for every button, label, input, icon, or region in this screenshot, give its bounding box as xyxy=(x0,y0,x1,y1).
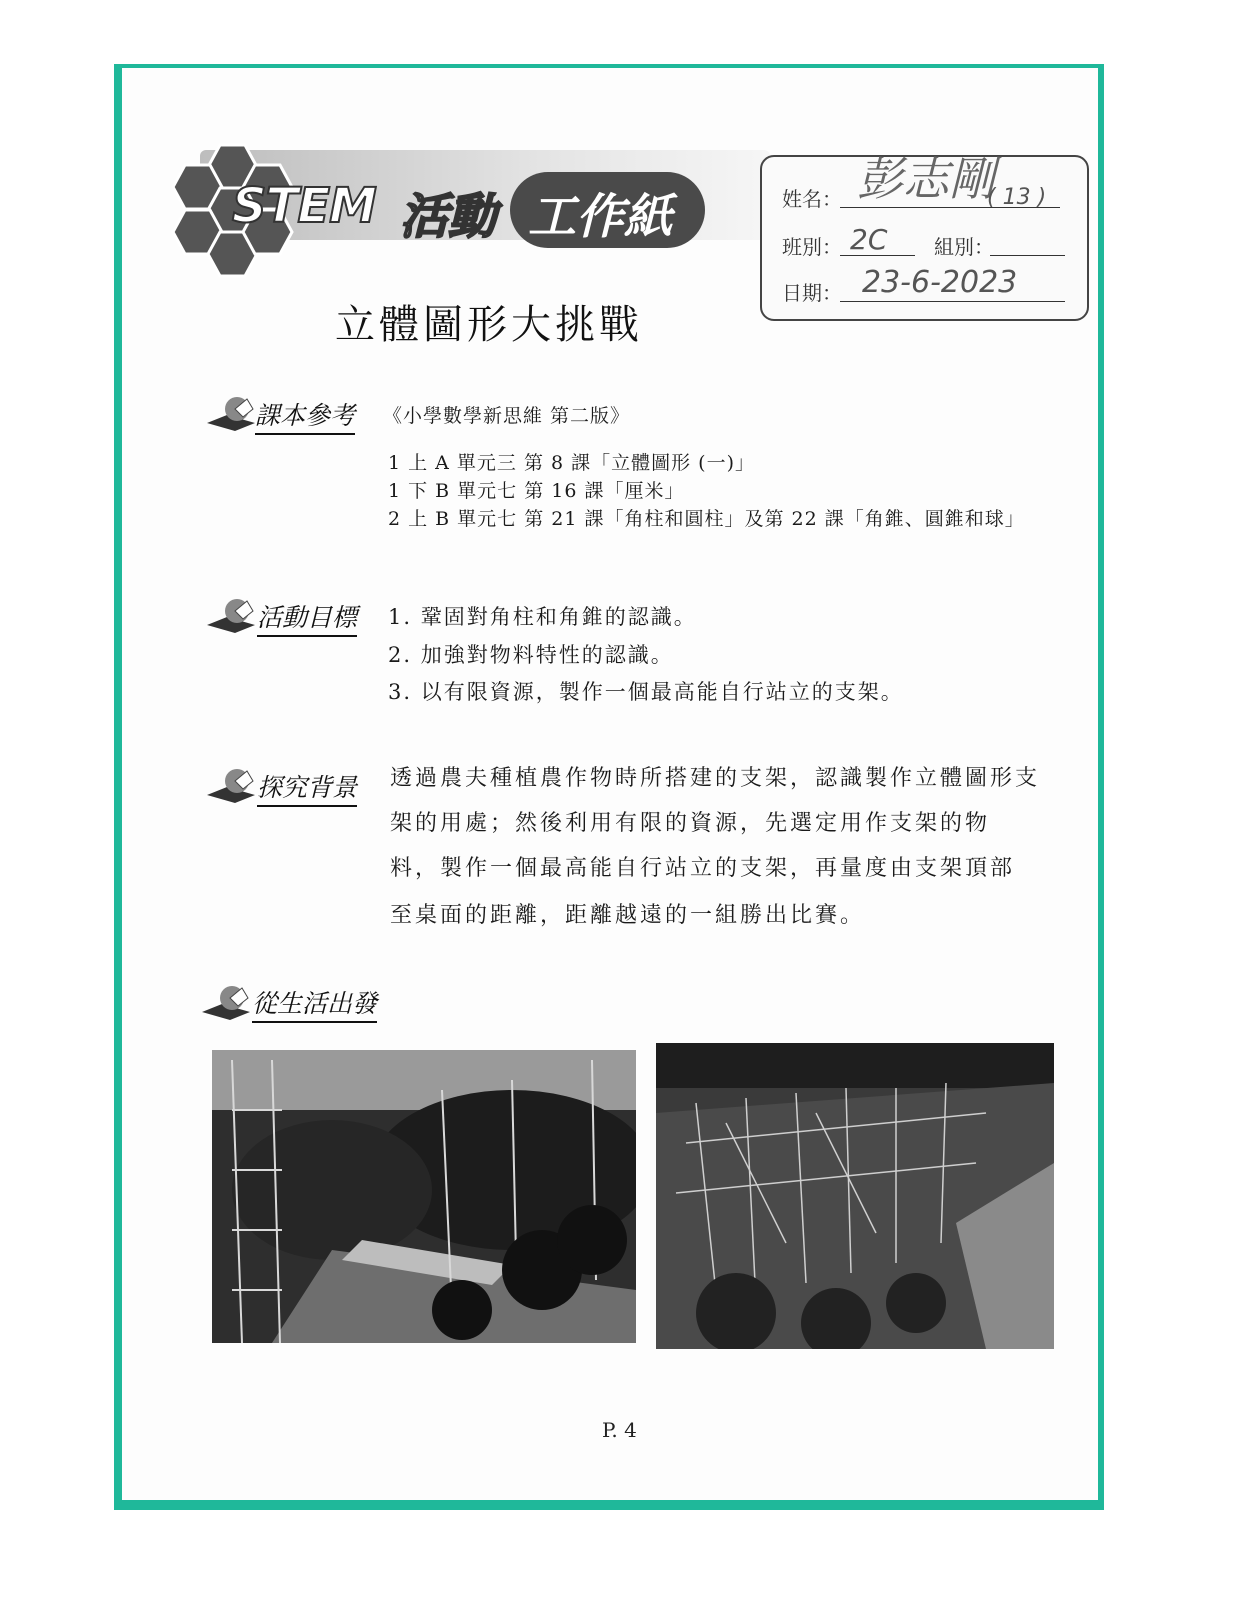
goal-item: 1. 鞏固對角柱和角錐的認識。 xyxy=(388,605,697,629)
garden-photo-right xyxy=(656,1043,1054,1349)
page-number: P. 4 xyxy=(602,1418,637,1442)
goal-item: 3. 以有限資源，製作一個最高能自行站立的支架。 xyxy=(388,680,904,704)
cube-section-icon xyxy=(205,395,257,433)
textbook-ref-line: 2 上 B 單元七 第 21 課「角柱和圓柱」及第 22 課「角錐、圓錐和球」 xyxy=(388,508,1025,530)
garden-photo-left xyxy=(212,1050,636,1343)
life-section-label: 從生活出發 xyxy=(252,984,377,1023)
class-label: 班別： xyxy=(782,235,842,259)
textbook-ref-line: 1 上 A 單元三 第 8 課「立體圖形 (一)」 xyxy=(388,452,756,474)
student-info-box xyxy=(760,152,1089,321)
scan-edge-right xyxy=(1098,64,1104,1509)
activity-heading: 活動 xyxy=(400,189,497,245)
date-label: 日期： xyxy=(782,281,842,305)
background-section-label: 探究背景 xyxy=(257,768,357,807)
cube-section-icon xyxy=(205,597,257,635)
cube-section-icon xyxy=(205,767,257,805)
goals-section-label: 活動目標 xyxy=(257,598,357,637)
scan-edge-left xyxy=(114,64,122,1509)
date-handwritten: 23-6-2023 xyxy=(862,265,1018,300)
background-text-line: 料，製作一個最高能自行站立的支架，再量度由支架頂部 xyxy=(390,856,1016,881)
name-label: 姓名： xyxy=(782,187,842,211)
group-label: 組別： xyxy=(934,235,994,259)
worksheet-heading: 工作紙 xyxy=(528,189,673,245)
stem-heading: STEM xyxy=(232,178,376,234)
date-field-line xyxy=(840,301,1065,302)
background-text-line: 至桌面的距離，距離越遠的一組勝出比賽。 xyxy=(390,903,866,928)
textbook-title: 《小學數學新思維 第二版》 xyxy=(383,405,631,427)
textbook-ref-line: 1 下 B 單元七 第 16 課「厘米」 xyxy=(388,480,685,502)
goal-item: 2. 加強對物料特性的認識。 xyxy=(388,643,674,667)
page-title: 立體圖形大挑戰 xyxy=(335,302,643,348)
scan-edge-bottom xyxy=(114,1500,1104,1510)
textbook-section-label: 課本參考 xyxy=(255,396,355,435)
student-number-handwritten: ( 13 ) xyxy=(987,185,1047,210)
background-text-line: 透過農夫種植農作物時所搭建的支架，認識製作立體圖形支 xyxy=(390,766,1041,791)
cube-section-icon xyxy=(200,984,252,1022)
background-text-line: 架的用處；然後利用有限的資源，先選定用作支架的物 xyxy=(390,811,991,836)
name-handwritten: 彭志剛 xyxy=(857,152,995,206)
group-field-line xyxy=(990,255,1065,256)
class-handwritten: 2C xyxy=(850,223,888,256)
